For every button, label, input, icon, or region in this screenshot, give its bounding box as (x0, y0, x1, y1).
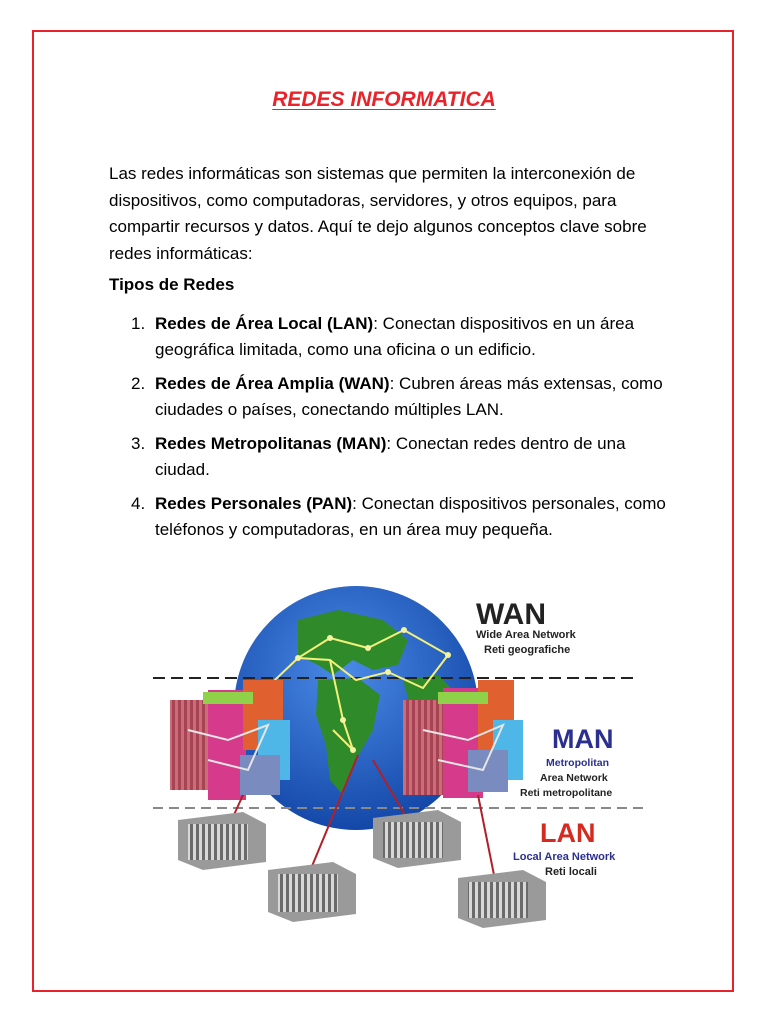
wan-caption-line1: Wide Area Network (476, 629, 576, 641)
document-title: REDES INFORMATICA (272, 88, 496, 111)
list-item-description: : Cubren áreas más extensas, como ciudades o países, conectando múltiples LAN. (155, 374, 663, 419)
lan-caption-line1: Local Area Network (513, 851, 616, 863)
network-diagram-svg (148, 580, 668, 930)
intro-paragraph: Las redes informáticas son sistemas que permiten la interconexión de dispositivos, como computadoras, servidores, y otros equipos, para compartir recursos y datos. Aquí te dejo algunos conceptos clave sobre redes informáticas: (109, 164, 647, 263)
network-diagram (148, 580, 668, 930)
lan-building (373, 810, 461, 868)
section-heading: Tipos de Redes (109, 275, 235, 294)
lan-caption-line2: Reti locali (545, 866, 597, 878)
list-item-term: Redes de Área Local (LAN) (155, 314, 374, 333)
list-item-description: : Conectan dispositivos en un área geográfica limitada, como una oficina o un edificio. (155, 314, 635, 359)
man-label: MAN (552, 724, 614, 754)
lan-building (458, 870, 546, 928)
list-item: 2. Redes de Área Amplia (WAN): Cubren áreas más extensas, como ciudades o países, conectando múltiples LAN. (131, 374, 663, 419)
lan-label: LAN (540, 818, 596, 848)
lan-building (178, 812, 266, 870)
wan-caption-line2: Reti geografiche (484, 644, 571, 656)
list-item: 4. Redes Personales (PAN): Conectan dispositivos personales, como teléfonos y computadoras, en un área muy pequeña. (131, 494, 666, 539)
list-item-description: : Conectan redes dentro de una ciudad. (155, 434, 626, 479)
list-item: 1. Redes de Área Local (LAN): Conectan dispositivos en un área geográfica limitada, como una oficina o un edificio. (131, 314, 635, 359)
wan-label: WAN (476, 598, 546, 631)
man-caption-line1: Metropolitan (546, 757, 609, 769)
man-caption-line2: Area Network (540, 772, 608, 784)
lan-building (268, 862, 356, 922)
list-item-term: Redes de Área Amplia (WAN) (155, 374, 390, 393)
list-item-term: Redes Personales (PAN) (155, 494, 353, 513)
list-item-description: : Conectan dispositivos personales, como teléfonos y computadoras, en un área muy pequeña. (155, 494, 666, 539)
list-item: 3. Redes Metropolitanas (MAN): Conectan redes dentro de una ciudad. (131, 434, 626, 479)
man-caption-line3: Reti metropolitane (520, 787, 613, 799)
list-item-term: Redes Metropolitanas (MAN) (155, 434, 387, 453)
